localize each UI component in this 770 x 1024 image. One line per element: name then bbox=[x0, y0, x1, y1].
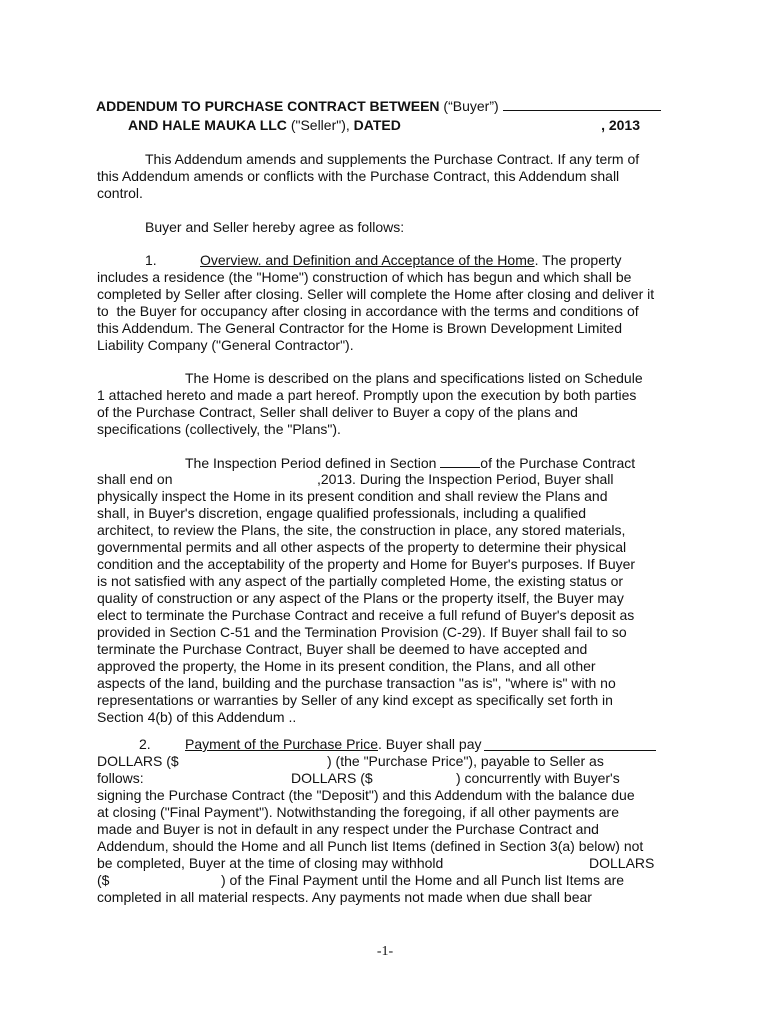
inspection-line-1 bbox=[185, 454, 635, 472]
section-1-line: includes a residence (the "Home") construction of which has begun and which shall be bbox=[97, 269, 632, 285]
section-1-line: to the Buyer for occupancy after closing in accordance with the terms and conditions of bbox=[97, 303, 639, 319]
section-2-final-a: ($ bbox=[97, 872, 110, 888]
inspection-line: governmental permits and all other aspects of the property to determine their physical bbox=[97, 539, 627, 555]
buyer-label: (“Buyer”) bbox=[443, 98, 499, 114]
title-line-2 bbox=[128, 117, 640, 134]
inspection-text-b: of the Purchase Contract bbox=[480, 455, 636, 471]
inspection-line-2b: ,2013. During the Inspection Period, Buyer shall bbox=[317, 471, 614, 487]
inspection-line: is not satisfied with any aspect of the partially completed Home, the existing status or bbox=[97, 573, 624, 589]
intro-line-2: this Addendum amends or conflicts with the Purchase Contract, this Addendum shall bbox=[97, 168, 620, 184]
home-line: of the Purchase Contract, Seller shall deliver to Buyer a copy of the plans and bbox=[97, 404, 578, 420]
buyer-name-blank[interactable] bbox=[503, 97, 661, 111]
intro-line-1: This Addendum amends and supplements the Purchase Contract. If any term of bbox=[145, 151, 640, 167]
section-2-first-rest: . Buyer shall pay bbox=[378, 736, 482, 752]
inspection-line: shall, in Buyer's discretion, engage qualified professionals, including a qualified bbox=[97, 505, 587, 521]
inspection-line: representations or warranties by Seller of any kind except as specifically set forth in bbox=[97, 692, 613, 708]
section-2-number: 2. bbox=[139, 736, 151, 752]
section-2-first-line bbox=[185, 736, 482, 753]
dated-year: , 2013 bbox=[601, 117, 640, 133]
inspection-line-2 bbox=[97, 471, 173, 488]
intro-line-3: control. bbox=[97, 185, 143, 201]
page-number: -1- bbox=[376, 944, 394, 959]
inspection-line: quality of construction or any aspect of the Plans or the property itself, the Buyer may bbox=[97, 590, 624, 606]
section-2-title: Payment of the Purchase Price bbox=[185, 736, 378, 752]
section-1-title: Overview. and Definition and Acceptance of the Home bbox=[200, 252, 535, 268]
title-bold: ADDENDUM TO PURCHASE CONTRACT BETWEEN bbox=[96, 98, 440, 114]
title-line-1 bbox=[96, 97, 661, 115]
section-2-line: at closing ("Final Payment"). Notwithstanding the foregoing, if all other payments are bbox=[97, 804, 619, 820]
section-2-follows: follows: bbox=[97, 770, 144, 786]
dated-label: DATED bbox=[353, 117, 401, 133]
section-2-line: made and Buyer is not in default in any respect under the Purchase Contract and bbox=[97, 821, 599, 837]
inspection-line: approved the property, the Home in its present condition, the Plans, and all other bbox=[97, 658, 596, 674]
inspection-line: condition and the acceptability of the property and Home for Buyer's purposes. If Buyer bbox=[97, 556, 636, 572]
section-2-final-b: ) of the Final Payment until the Home and all Punch list Items are bbox=[221, 872, 625, 888]
section-2-line: completed in all material respects. Any payments not made when due shall bear bbox=[97, 889, 592, 905]
section-2-line: Addendum, should the Home and all Punch list Items (defined in Section 3(a) below) not bbox=[97, 838, 644, 854]
section-1-first-rest: . The property bbox=[534, 252, 622, 268]
purchase-price-words-blank[interactable] bbox=[484, 737, 656, 751]
inspection-line: terminate the Purchase Contract, Buyer shall be deemed to have accepted and bbox=[97, 641, 588, 657]
inspection-text-c: shall end on bbox=[97, 471, 173, 487]
seller-label: ("Seller"), bbox=[290, 117, 350, 133]
section-1-line: completed by Seller after closing. Seller will complete the Home after closing and deliver it bbox=[97, 286, 655, 302]
home-line: The Home is described on the plans and specifications listed on Schedule bbox=[185, 370, 643, 386]
home-line: 1 attached hereto and made a part hereof. Promptly upon the execution by both parties bbox=[97, 387, 637, 403]
section-2-dollars-a: DOLLARS ($ bbox=[97, 753, 179, 769]
inspection-line: architect, to review the Plans, the site, the construction in place, any stored materials, bbox=[97, 522, 626, 538]
agree-line: Buyer and Seller hereby agree as follows: bbox=[145, 219, 405, 235]
inspection-line: elect to terminate the Purchase Contract and receive a full refund of Buyer's deposit as bbox=[97, 607, 635, 623]
section-1-number: 1. bbox=[145, 252, 157, 268]
section-2-deposit-dollars: DOLLARS ($ bbox=[291, 770, 373, 786]
seller-name: AND HALE MAUKA LLC bbox=[128, 117, 287, 133]
inspection-line: aspects of the land, building and the purchase transaction "as is", "where is" with no bbox=[97, 675, 616, 691]
section-1-line: Liability Company ("General Contractor"). bbox=[97, 337, 354, 353]
section-2-dollars-b: ) (the "Purchase Price"), payable to Seller as bbox=[327, 753, 604, 769]
section-number-blank[interactable] bbox=[440, 454, 480, 468]
section-1-line: this Addendum. The General Contractor for the Home is Brown Development Limited bbox=[97, 320, 622, 336]
home-line: specifications (collectively, the "Plans"). bbox=[97, 421, 341, 437]
inspection-line: physically inspect the Home in its present condition and shall review the Plans and bbox=[97, 488, 608, 504]
section-2-deposit-rest: ) concurrently with Buyer's bbox=[456, 770, 620, 786]
section-2-line: signing the Purchase Contract (the "Deposit") and this Addendum with the balance due bbox=[97, 787, 635, 803]
section-2-withhold-dollars: DOLLARS bbox=[589, 855, 655, 871]
section-2-withhold: be completed, Buyer at the time of closing may withhold bbox=[97, 855, 444, 871]
inspection-line: provided in Section C-51 and the Termination Provision (C-29). If Buyer shall fail to so bbox=[97, 624, 627, 640]
inspection-text-a: The Inspection Period defined in Section bbox=[185, 455, 441, 471]
section-1-first-line bbox=[200, 252, 622, 269]
inspection-line: Section 4(b) of this Addendum .. bbox=[97, 709, 297, 725]
